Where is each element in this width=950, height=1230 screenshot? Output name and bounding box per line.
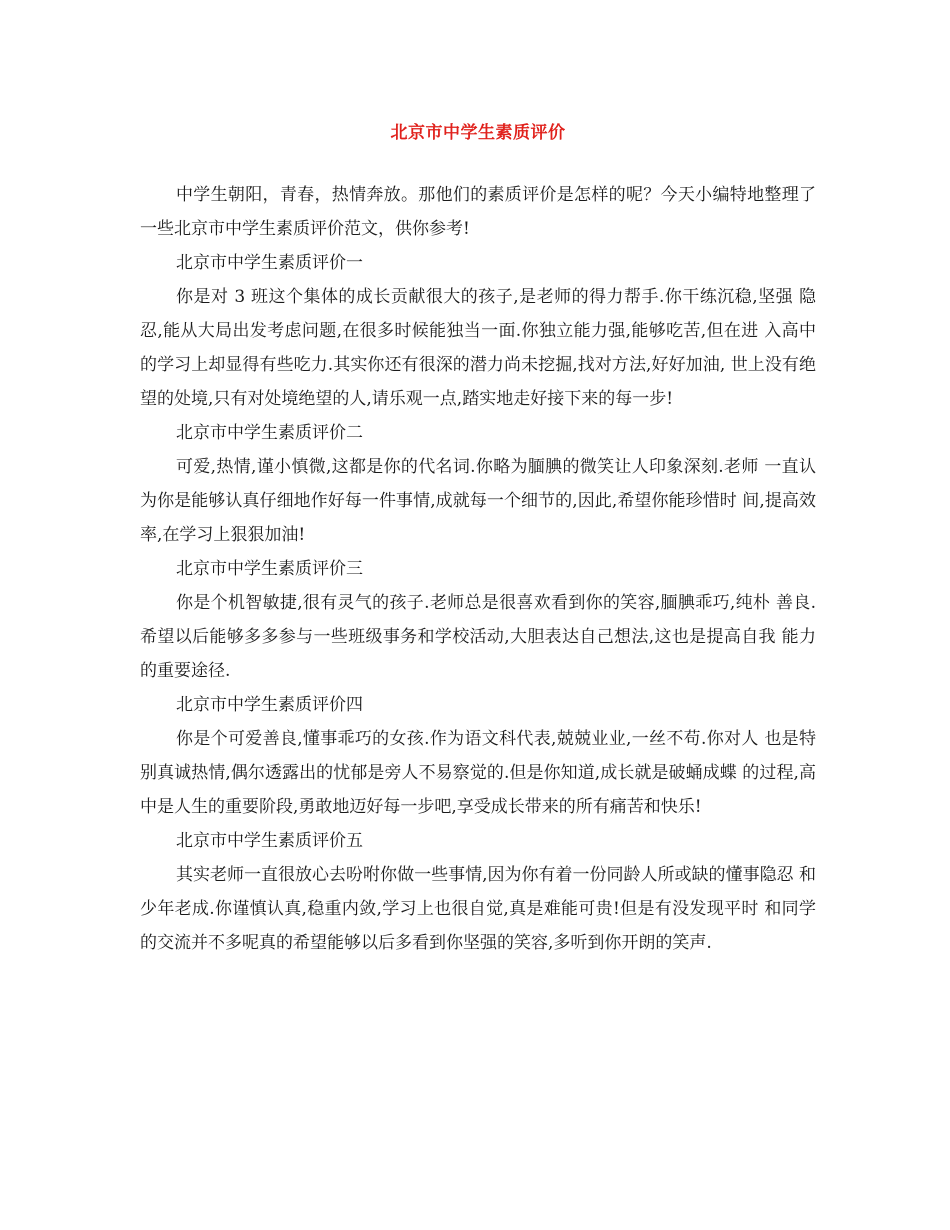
section-3 [140,552,816,688]
section-5 [140,824,816,960]
section-body: 你是对 3 班这个集体的成长贡献很大的孩子,是老师的得力帮手.你干练沉稳,坚强 隐忍,能从大局出发考虑问题,在很多时候能独当一面.你独立能力强,能够吃苦,但在进 入高中的学习上却显得有些吃力.其实你还有很深的潜力尚未挖掘,找对方法,好好加油, 世上没有绝望的处境,只有对处境绝望的人,请乐观一点,踏实地走好接下来的每一步! [140,287,816,409]
document-title: 北京市中学生素质评价 [390,123,566,143]
section-heading: 北京市中学生素质评价四 [176,695,363,715]
section-1 [140,246,816,416]
document-page [140,118,816,960]
section-body: 可爱,热情,谨小慎微,这都是你的代名词.你略为腼腆的微笑让人印象深刻.老师 一直认为你是能够认真仔细地作好每一件事情,成就每一个细节的,因此,希望你能珍惜时 间,提高效率,在学习上狠狠加油! [140,457,816,545]
section-heading: 北京市中学生素质评价一 [176,253,363,273]
section-4 [140,688,816,824]
section-body: 其实老师一直很放心去吩咐你做一些事情,因为你有着一份同龄人所或缺的懂事隐忍 和少年老成.你谨慎认真,稳重内敛,学习上也很自觉,真是难能可贵!但是有没发现平时 和同学的交流并不多呢真的希望能够以后多看到你坚强的笑容,多听到你开朗的笑声. [140,865,816,953]
section-heading: 北京市中学生素质评价五 [176,831,363,851]
section-heading: 北京市中学生素质评价二 [176,423,363,443]
section-heading: 北京市中学生素质评价三 [176,559,363,579]
section-2 [140,416,816,552]
section-body: 你是个可爱善良,懂事乖巧的女孩.作为语文科代表,兢兢业业,一丝不苟.你对人 也是特别真诚热情,偶尔透露出的忧郁是旁人不易察觉的.但是你知道,成长就是破蛹成蝶 的过程,高中是人生的重要阶段,勇敢地迈好每一步吧,享受成长带来的所有痛苦和快乐! [140,729,816,817]
section-body: 你是个机智敏捷,很有灵气的孩子.老师总是很喜欢看到你的笑容,腼腆乖巧,纯朴 善良.希望以后能够多多参与一些班级事务和学校活动,大胆表达自己想法,这也是提高自我 能力的重要途径. [140,593,816,681]
intro-paragraph: 中学生朝阳，青春，热情奔放。那他们的素质评价是怎样的呢？今天小编特地整理了一些北京市中学生素质评价范文，供你参考! [140,185,816,239]
